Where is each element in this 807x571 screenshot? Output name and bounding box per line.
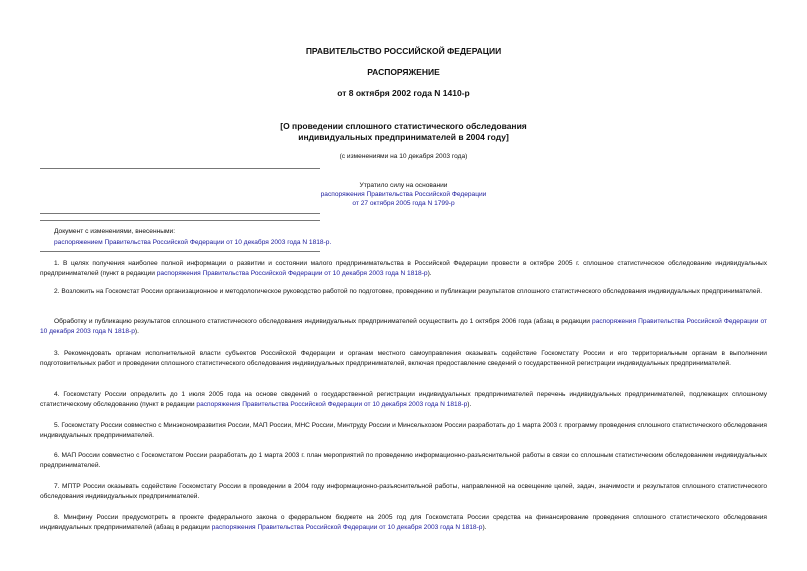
- paragraph-text: 1. В целях получения наиболее полной информации о развитии и состоянии малого предпринимательства в Российской Федерации провести в октябре 2005 г. сплошное статистическое обследование индивидуальных предпринимателей (пункт в редакции: [40, 260, 767, 277]
- paragraph-tail: ).: [427, 269, 432, 277]
- paragraph-link[interactable]: распоряжения Правительства Российской Федерации от 10 декабря 2003 года N 1818-р: [196, 400, 468, 408]
- paragraph-text: 3. Рекомендовать органам исполнительной власти субъектов Российской Федерации и органам местного самоуправления оказывать содействие Госкомстату России и его территориальным органам в выполнении подготовительных работ и проведении сплошного статистического обследования индивидуальных предпринимателей, включая предоставление сведений о государственной регистрации индивидуальных предпринимателей.: [40, 350, 767, 367]
- paragraph-text: 2. Возложить на Госкомстат России организационное и методологическое руководство работой по подготовке, проведению и публикации результатов сплошного статистического обследования индивидуальных предпринимателей.: [54, 288, 763, 295]
- paragraph-6: [40, 451, 767, 470]
- document-date-number: от 8 октября 2002 года N 1410-р: [337, 88, 470, 98]
- divider: [40, 213, 320, 214]
- document-type: РАСПОРЯЖЕНИЕ: [367, 67, 440, 77]
- paragraph-3: [40, 349, 767, 368]
- document-title-line-2: индивидуальных предпринимателей в 2004 году]: [298, 132, 509, 142]
- paragraph-text: 6. МАП России совместно с Госкомстатом России разработать до 1 марта 2003 г. план мероприятий по проведению информационно-разъяснительной работы в связи со сплошным статистическим обследованием индивидуальных предпринимателей.: [40, 452, 767, 469]
- divider: [40, 220, 320, 221]
- paragraph-text: 8. Минфину России предусмотреть в проекте федерального закона о федеральном бюджете на 2005 год для Госкомстата России средства на финансирование проведения сплошного статистического обследования индивидуальных предпринимателей (абзац в редакции: [40, 514, 767, 531]
- paragraph-2-abs2: [40, 317, 767, 336]
- paragraph-tail: ).: [482, 523, 487, 531]
- paragraph-text: Обработку и публикацию результатов сплошного статистического обследования индивидуальных предпринимателей осуществить до 1 октября 2006 года (абзац в редакции: [54, 318, 593, 325]
- expired-basis-link[interactable]: распоряжения Правительства Российской Федерации: [320, 191, 487, 198]
- paragraph-text: 7. МПТР России оказывать содействие Госкомстату России в проведении в 2004 году информационно-разъяснительной работы, направленной на освещение целей, задач, значимости и результатов сплошного статистического обследования индивидуальных предпринимателей.: [40, 483, 767, 500]
- paragraph-text: 4. Госкомстату России определить до 1 июля 2005 года на основе сведений о государственной регистрации индивидуальных предпринимателей перечень индивидуальных предпринимателей, подлежащих сплошному статистическому обследованию (пункт в редакции: [40, 391, 767, 408]
- paragraph-tail: ).: [134, 327, 139, 335]
- amendments-label: Документ с изменениями, внесенными:: [54, 228, 176, 235]
- expired-note: Утратило силу на основании: [359, 182, 448, 189]
- paragraph-link[interactable]: распоряжения Правительства Российской Федерации от 10 декабря 2003 года N 1818-р: [40, 318, 767, 335]
- issuer-heading: ПРАВИТЕЛЬСТВО РОССИЙСКОЙ ФЕДЕРАЦИИ: [305, 46, 502, 56]
- paragraph-1: [40, 259, 767, 278]
- expired-basis-link-date[interactable]: от 27 октября 2005 года N 1799-р: [352, 200, 455, 207]
- divider: [40, 251, 320, 252]
- changes-note: (с изменениями на 10 декабря 2003 года): [339, 153, 468, 160]
- paragraph-link[interactable]: распоряжения Правительства Российской Федерации от 10 декабря 2003 года N 1818-р: [211, 523, 483, 531]
- paragraph-tail: ).: [467, 400, 472, 408]
- document-title-line-1: [О проведении сплошного статистического обследования: [280, 121, 527, 131]
- paragraph-2: [40, 287, 767, 297]
- divider: [40, 168, 320, 169]
- paragraph-link[interactable]: распоряжения Правительства Российской Федерации от 10 декабря 2003 года N 1818-р: [156, 269, 428, 277]
- paragraph-5: [40, 421, 767, 440]
- paragraph-text: 5. Госкомстату России совместно с Минэкономразвития России, МАП России, МНС России, Минтруду России и Минсельхозом России разработать до 1 марта 2003 г. программу проведения сплошного статистического обследования индивидуальных предпринимателей.: [40, 422, 767, 439]
- amendments-link[interactable]: распоряжением Правительства Российской Федерации от 10 декабря 2003 года N 1818-р.: [54, 239, 332, 246]
- paragraph-7: [40, 482, 767, 501]
- paragraph-4: [40, 390, 767, 409]
- paragraph-8: [40, 513, 767, 532]
